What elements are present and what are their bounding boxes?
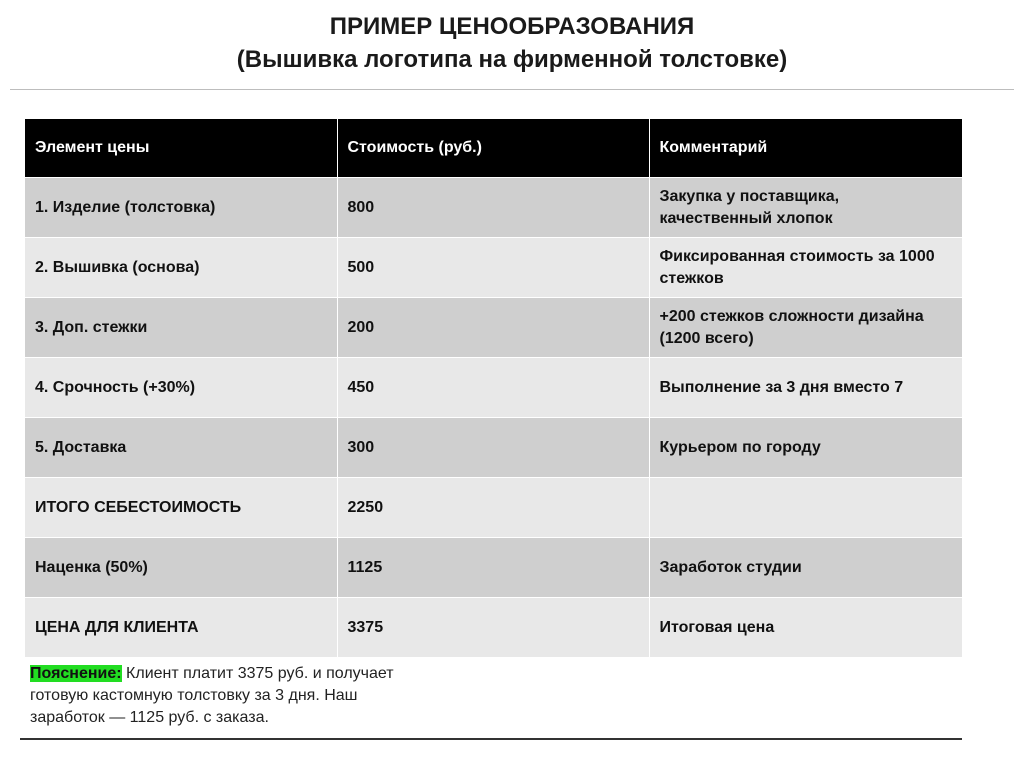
cell-comment: Закупка у поставщика, качественный хлопок (649, 178, 962, 238)
table-row (25, 598, 962, 658)
cell-element: 3. Доп. стежки (25, 298, 337, 358)
header-cell-cost: Стоимость (руб.) (337, 119, 649, 178)
footer-divider (20, 738, 962, 740)
table-row (25, 358, 962, 418)
table-row (25, 238, 962, 298)
cell-element: ИТОГО СЕБЕСТОИМОСТЬ (25, 478, 337, 538)
title-divider (10, 89, 1014, 90)
header-cell-comment: Комментарий (649, 119, 962, 178)
cell-comment: +200 стежков сложности дизайна (1200 всего) (649, 298, 962, 358)
table-row (25, 418, 962, 478)
table-row (25, 298, 962, 358)
table-row (25, 478, 962, 538)
cell-comment (649, 478, 962, 538)
cell-comment: Заработок студии (649, 538, 962, 598)
cell-comment: Курьером по городу (649, 418, 962, 478)
cell-element: 5. Доставка (25, 418, 337, 478)
cell-element: Наценка (50%) (25, 538, 337, 598)
header-cell-element: Элемент цены (25, 119, 337, 178)
page-title: ПРИМЕР ЦЕНООБРАЗОВАНИЯ (329, 13, 695, 40)
cell-element: 2. Вышивка (основа) (25, 238, 337, 298)
cell-cost: 1125 (337, 538, 649, 598)
cell-cost: 3375 (337, 598, 649, 658)
cell-cost: 800 (337, 178, 649, 238)
cell-element: ЦЕНА ДЛЯ КЛИЕНТА (25, 598, 337, 658)
cell-comment: Выполнение за 3 дня вместо 7 (649, 358, 962, 418)
table-row (25, 178, 962, 238)
cell-comment: Фиксированная стоимость за 1000 стежков (649, 238, 962, 298)
cell-element: 1. Изделие (толстовка) (25, 178, 337, 238)
cell-cost: 500 (337, 238, 649, 298)
cell-cost: 450 (337, 358, 649, 418)
cell-cost: 200 (337, 298, 649, 358)
explanation-note (30, 663, 410, 729)
table-header-row (25, 119, 962, 178)
cell-cost: 300 (337, 418, 649, 478)
cell-element: 4. Срочность (+30%) (25, 358, 337, 418)
table-row (25, 538, 962, 598)
cell-cost: 2250 (337, 478, 649, 538)
note-text: Клиент платит 3375 руб. и получает готовую кастомную толстовку за 3 дня. Наш заработок — 1125 руб. с заказа. (30, 665, 394, 726)
pricing-table (25, 119, 962, 658)
page-subtitle: (Вышивка логотипа на фирменной толстовке) (236, 46, 788, 73)
note-label: Пояснение: (30, 665, 122, 682)
cell-comment: Итоговая цена (649, 598, 962, 658)
